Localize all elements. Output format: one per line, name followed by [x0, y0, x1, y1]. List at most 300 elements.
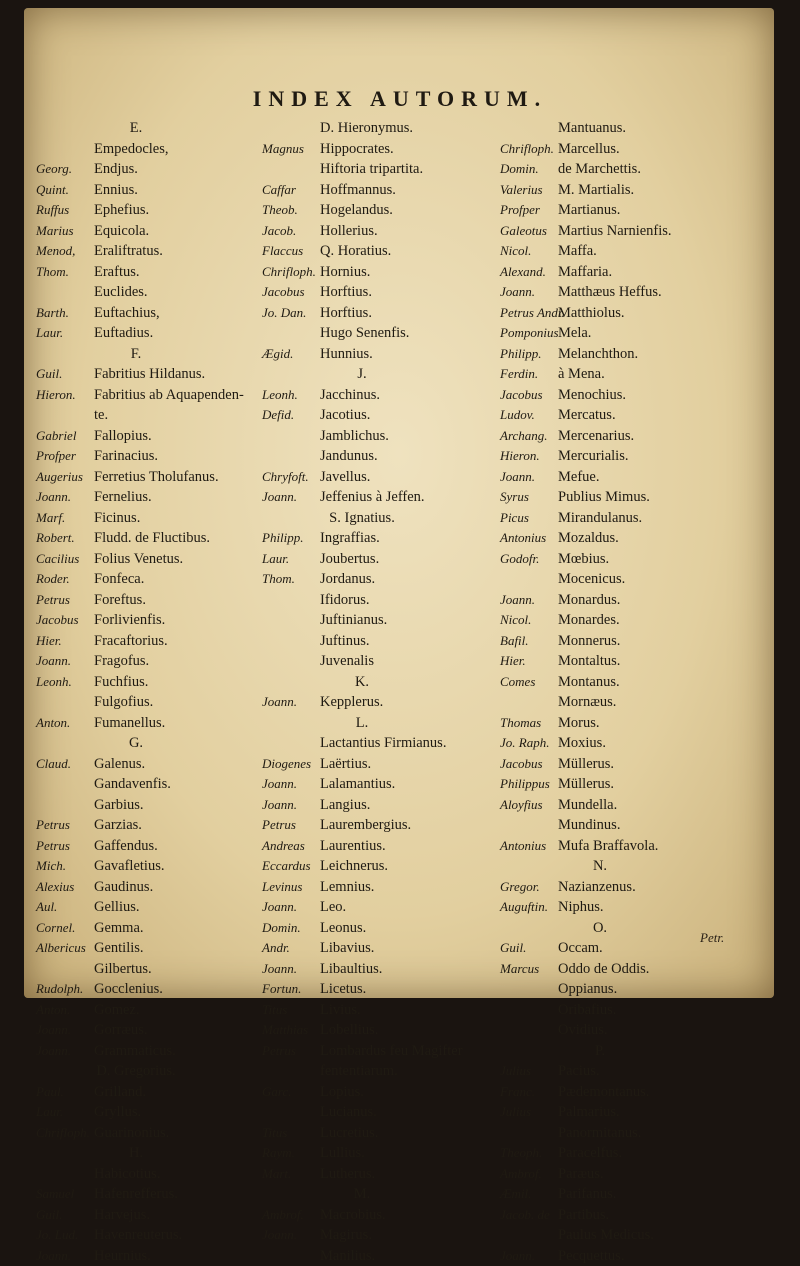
author-name: Equicola. [94, 221, 149, 242]
author-entry [36, 569, 276, 590]
author-entry [262, 631, 502, 652]
author-name: Fabritius ab Aquapenden- [94, 385, 244, 406]
author-entry [36, 528, 276, 549]
author-forename [262, 651, 320, 672]
author-entry [500, 774, 740, 795]
author-forename: Garc. [262, 1082, 320, 1103]
author-forename [262, 1102, 320, 1123]
author-entry [36, 897, 276, 918]
author-forename: Matthias [262, 1020, 320, 1041]
author-entry [262, 1246, 502, 1266]
author-name: Gryllus. [94, 1102, 141, 1123]
author-forename [500, 692, 558, 713]
author-name: Montaltus. [558, 651, 620, 672]
author-entry [36, 487, 276, 508]
author-forename [262, 631, 320, 652]
author-name: Lopius. [320, 1082, 364, 1103]
author-forename [262, 446, 320, 467]
author-forename: Joann. [36, 1020, 94, 1041]
author-entry [500, 631, 740, 652]
author-name: Melanchthon. [558, 344, 638, 365]
author-entry [262, 856, 502, 877]
author-name: Müllerus. [558, 774, 614, 795]
author-entry [36, 918, 276, 939]
author-entry [36, 1205, 276, 1226]
author-name: Juftinus. [320, 631, 370, 652]
author-name: Hogelandus. [320, 200, 393, 221]
author-name: Foreftus. [94, 590, 146, 611]
author-forename: Chryfoft. [262, 467, 320, 488]
author-name: Gaudinus. [94, 877, 153, 898]
author-name: Monardus. [558, 590, 620, 611]
author-entry [36, 446, 276, 467]
author-forename: Profper [500, 200, 558, 221]
author-name: Euclides. [94, 282, 148, 303]
author-entry [36, 303, 276, 324]
author-name: fententiarum. [320, 1061, 398, 1082]
author-name: Juvenalis [320, 651, 374, 672]
author-name: Hoffmannus. [320, 180, 396, 201]
author-forename: Georg. [36, 159, 94, 180]
author-forename: Picus [500, 508, 558, 529]
author-entry [262, 1061, 502, 1082]
author-entry [262, 1143, 502, 1164]
author-forename: Julius [500, 1102, 558, 1123]
author-entry [262, 1164, 502, 1185]
author-entry [500, 672, 740, 693]
author-entry [500, 262, 740, 283]
author-forename: Chrifloph. [36, 1123, 94, 1144]
author-entry [262, 569, 502, 590]
author-forename: Godofr. [500, 549, 558, 570]
author-forename: Antonius [500, 528, 558, 549]
author-name: Occam. [558, 938, 603, 959]
author-forename: Leonh. [262, 385, 320, 406]
author-name: Gocclenius. [94, 979, 163, 1000]
author-name: Ficinus. [94, 508, 140, 529]
author-name: Fragofus. [94, 651, 149, 672]
author-entry [36, 508, 276, 529]
author-name: Gomez. [94, 1000, 140, 1021]
author-name: Lombardus feu Magifter [320, 1041, 463, 1062]
author-entry [262, 241, 502, 262]
author-entry [500, 1082, 740, 1103]
author-name: te. [94, 405, 108, 426]
author-entry [36, 959, 276, 980]
section-letter [500, 1041, 740, 1062]
section-letter-text: M. [262, 1184, 502, 1205]
author-forename: Philipp. [500, 344, 558, 365]
author-entry [36, 610, 276, 631]
author-entry [36, 774, 276, 795]
author-entry [500, 1061, 740, 1082]
author-entry [500, 323, 740, 344]
author-entry [500, 1225, 740, 1246]
author-entry [500, 118, 740, 139]
author-entry [262, 1123, 502, 1144]
author-entry [500, 692, 740, 713]
author-name: Libavius. [320, 938, 374, 959]
author-name: Forlivienfis. [94, 610, 165, 631]
author-name: Grammaticus. [94, 1041, 176, 1062]
author-forename: Cacilius [36, 549, 94, 570]
author-forename: Titus [262, 1123, 320, 1144]
author-entry [262, 733, 502, 754]
author-forename: Aloyfius [500, 795, 558, 816]
author-name: Mirandulanus. [558, 508, 642, 529]
author-entry [500, 1164, 740, 1185]
author-name: Matthæus Heffus. [558, 282, 662, 303]
author-name: Lobellius. [320, 1020, 378, 1041]
author-forename [262, 118, 320, 139]
author-forename [500, 979, 558, 1000]
author-name: Horftius. [320, 303, 372, 324]
author-forename: Andr. [262, 938, 320, 959]
author-name: Mufa Braffavola. [558, 836, 658, 857]
author-name: Mundinus. [558, 815, 620, 836]
author-name: Fernelius. [94, 487, 152, 508]
author-name: Gorræus. [94, 1020, 148, 1041]
author-name: Gellius. [94, 897, 140, 918]
author-forename: Anton. [36, 713, 94, 734]
author-forename: Joann. [36, 487, 94, 508]
author-entry [36, 241, 276, 262]
author-forename: Marius [36, 221, 94, 242]
author-entry [500, 241, 740, 262]
author-entry [262, 1000, 502, 1021]
author-forename: Laur. [262, 549, 320, 570]
author-forename: Ludov. [500, 405, 558, 426]
author-entry [500, 1102, 740, 1123]
section-letter [262, 508, 502, 529]
author-entry [500, 610, 740, 631]
author-entry [36, 590, 276, 611]
author-entry [500, 590, 740, 611]
author-name: Gandavenfis. [94, 774, 171, 795]
author-entry [262, 344, 502, 365]
author-name: Horftius. [320, 282, 372, 303]
author-forename: Petrus [262, 815, 320, 836]
author-name: Juftinianus. [320, 610, 387, 631]
author-name: Galenus. [94, 754, 145, 775]
section-letter [500, 856, 740, 877]
author-forename: Hier. [36, 631, 94, 652]
author-forename: Antonius [500, 836, 558, 857]
author-entry [500, 713, 740, 734]
author-forename: Joann. [262, 774, 320, 795]
author-entry [36, 323, 276, 344]
author-forename: Nicol. [500, 241, 558, 262]
author-name: Fonfeca. [94, 569, 144, 590]
author-forename: Marcus [500, 959, 558, 980]
author-entry [262, 938, 502, 959]
author-entry [262, 282, 502, 303]
author-forename [500, 1020, 558, 1041]
author-name: M. Martialis. [558, 180, 634, 201]
author-name: Habicotius. [94, 1164, 160, 1185]
author-forename: Jacob. de [500, 1205, 558, 1226]
author-name: Lullius. [320, 1143, 365, 1164]
author-forename: Chrifloph. [262, 262, 320, 283]
author-forename [500, 1225, 558, 1246]
author-name: Monnerus. [558, 631, 620, 652]
author-name: Maffa. [558, 241, 597, 262]
author-entry [36, 1123, 276, 1144]
author-name: Euftadius. [94, 323, 153, 344]
author-forename [36, 959, 94, 980]
author-entry [500, 426, 740, 447]
author-entry [500, 446, 740, 467]
author-entry [36, 139, 276, 160]
author-forename: Philipp. [262, 528, 320, 549]
author-forename: Laur. [36, 323, 94, 344]
author-forename: Æmil. [500, 1184, 558, 1205]
section-letter [262, 672, 502, 693]
author-forename: Joann. [262, 487, 320, 508]
author-forename: Mart. [262, 1164, 320, 1185]
author-forename: Alexand. [500, 262, 558, 283]
author-entry [500, 139, 740, 160]
section-letter [36, 1061, 276, 1082]
author-name: Pædemontanus. [558, 1082, 649, 1103]
author-name: Empedocles, [94, 139, 169, 160]
author-entry [36, 754, 276, 775]
section-letter-text: J. [262, 364, 502, 385]
author-forename: Thom. [36, 262, 94, 283]
author-forename: Guil. [500, 938, 558, 959]
author-forename [36, 139, 94, 160]
section-letter-text: S. Ignatius. [262, 508, 502, 529]
author-entry [500, 180, 740, 201]
author-name: Hugo Senenfis. [320, 323, 409, 344]
author-name: à Mena. [558, 364, 605, 385]
author-forename: Samuel [36, 1184, 94, 1205]
author-entry [262, 754, 502, 775]
author-name: Ephefius. [94, 200, 149, 221]
author-name: Garzias. [94, 815, 142, 836]
author-entry [500, 549, 740, 570]
author-entry [500, 651, 740, 672]
author-entry [500, 487, 740, 508]
author-name: Martius Narnienfis. [558, 221, 672, 242]
author-forename: Jacobus [500, 385, 558, 406]
author-forename: Chrifloph. [500, 139, 558, 160]
author-name: Lucretius. [320, 1123, 378, 1144]
author-entry [262, 118, 502, 139]
author-name: Maffaria. [558, 262, 612, 283]
author-forename [262, 323, 320, 344]
author-entry [36, 467, 276, 488]
section-letter-text: H. [36, 1143, 276, 1164]
section-letter [36, 733, 276, 754]
author-name: Pacius. [558, 1061, 599, 1082]
author-name: Mocenicus. [558, 569, 625, 590]
author-name: Licetus. [320, 979, 366, 1000]
author-name: Hippocrates. [320, 139, 394, 160]
section-letter-text: N. [500, 856, 740, 877]
author-name: Gilbertus. [94, 959, 152, 980]
author-forename: Joann. [262, 897, 320, 918]
author-forename: Caffar [262, 180, 320, 201]
catchword: Petr. [700, 930, 724, 946]
author-entry [36, 1020, 276, 1041]
author-name: Mornæus. [558, 692, 616, 713]
author-forename: Theob. [262, 200, 320, 221]
author-entry [500, 1123, 740, 1144]
author-name: Fumanellus. [94, 713, 165, 734]
author-forename: Ambrof. [500, 1164, 558, 1185]
author-name: Niphus. [558, 897, 604, 918]
author-name: Pecquettus. [558, 1246, 624, 1266]
author-name: Moxius. [558, 733, 606, 754]
author-entry [36, 1041, 276, 1062]
author-name: Fallopius. [94, 426, 152, 447]
author-forename: Jacob. [262, 221, 320, 242]
author-forename: Raym. [262, 1143, 320, 1164]
author-name: Hunnius. [320, 344, 373, 365]
author-forename [500, 118, 558, 139]
author-name: Havenreuterus. [94, 1225, 182, 1246]
section-letter-text: L. [262, 713, 502, 734]
author-name: Mœbius. [558, 549, 609, 570]
author-forename [262, 1246, 320, 1266]
author-name: Garbius. [94, 795, 144, 816]
author-name: Jacotius. [320, 405, 370, 426]
author-forename: Fortun. [262, 979, 320, 1000]
author-forename: Joann. [36, 1246, 94, 1266]
author-name: Gentilis. [94, 938, 144, 959]
author-name: Leo. [320, 897, 346, 918]
author-entry [500, 795, 740, 816]
author-entry [262, 918, 502, 939]
author-entry [262, 774, 502, 795]
author-forename [500, 1123, 558, 1144]
author-entry [500, 200, 740, 221]
author-forename: Hieron. [500, 446, 558, 467]
author-entry [262, 549, 502, 570]
author-forename: Laur. [36, 1102, 94, 1123]
author-name: de Marchettis. [558, 159, 641, 180]
author-forename: Petrus [36, 836, 94, 857]
author-name: Kepplerus. [320, 692, 383, 713]
author-forename: Jacobus [500, 754, 558, 775]
author-entry [36, 672, 276, 693]
author-name: Eraftus. [94, 262, 140, 283]
author-name: Gavafletius. [94, 856, 164, 877]
author-entry [36, 1164, 276, 1185]
author-forename: Gabriel [36, 426, 94, 447]
author-name: Gemma. [94, 918, 144, 939]
author-entry [36, 282, 276, 303]
author-name: Jandunus. [320, 446, 378, 467]
author-forename: Profper [36, 446, 94, 467]
author-entry [500, 1246, 740, 1266]
author-entry [36, 815, 276, 836]
author-name: Ovidius. [558, 1020, 608, 1041]
author-entry [36, 221, 276, 242]
author-name: Panormitanus. [558, 1123, 641, 1144]
author-forename [500, 815, 558, 836]
author-entry [36, 262, 276, 283]
author-name: Mantuanus. [558, 118, 626, 139]
author-forename: Alexius [36, 877, 94, 898]
author-forename: Mich. [36, 856, 94, 877]
author-entry [262, 1102, 502, 1123]
author-forename: Robert. [36, 528, 94, 549]
author-entry [262, 303, 502, 324]
author-entry [500, 1020, 740, 1041]
section-letter-text: E. [36, 118, 276, 139]
author-entry [262, 159, 502, 180]
index-column-3 [500, 118, 740, 1266]
author-entry [500, 508, 740, 529]
author-name: Libaultius. [320, 959, 382, 980]
author-forename: Levinus [262, 877, 320, 898]
author-forename: Menod, [36, 241, 94, 262]
author-forename: Thomas [500, 713, 558, 734]
author-name: Guarinonius. [94, 1123, 169, 1144]
author-name: Jacchinus. [320, 385, 380, 406]
author-name: Euftachius, [94, 303, 160, 324]
author-forename: Guil. [36, 1205, 94, 1226]
author-name: Joubertus. [320, 549, 379, 570]
section-letter [36, 118, 276, 139]
author-name: Eraliftratus. [94, 241, 163, 262]
author-name: D. Hieronymus. [320, 118, 413, 139]
author-name: Lucianus. [320, 1102, 377, 1123]
author-entry [500, 836, 740, 857]
author-name: Jamblichus. [320, 426, 389, 447]
author-name: Ferretius Tholufanus. [94, 467, 219, 488]
author-entry [500, 385, 740, 406]
author-entry [262, 180, 502, 201]
author-entry [262, 610, 502, 631]
author-name: Heurnius. [94, 1246, 151, 1266]
author-forename: Domin. [262, 918, 320, 939]
author-forename: Domin. [500, 159, 558, 180]
author-name: Ifidorus. [320, 590, 370, 611]
author-entry [36, 692, 276, 713]
author-forename [262, 426, 320, 447]
author-entry [36, 836, 276, 857]
author-forename: Comes [500, 672, 558, 693]
author-name: Publius Mimus. [558, 487, 650, 508]
author-forename: Jacobus [262, 282, 320, 303]
author-forename [36, 692, 94, 713]
author-forename: Valerius [500, 180, 558, 201]
author-entry [36, 549, 276, 570]
author-name: Macrobius. [320, 1205, 386, 1226]
author-entry [36, 938, 276, 959]
author-name: Q. Horatius. [320, 241, 391, 262]
author-forename: Hier. [500, 651, 558, 672]
author-forename: Joann. [36, 651, 94, 672]
author-forename: Albericus [36, 938, 94, 959]
author-forename: Joann. [262, 795, 320, 816]
author-name: Langius. [320, 795, 370, 816]
section-letter-text: P. [500, 1041, 740, 1062]
author-forename: Guil. [36, 364, 94, 385]
author-forename: Roder. [36, 569, 94, 590]
author-entry [262, 200, 502, 221]
author-forename [36, 405, 94, 426]
author-forename: Petrus Andr. [500, 303, 558, 324]
author-name: Lactantius Firmianus. [320, 733, 446, 754]
author-forename: Joann. [500, 467, 558, 488]
author-name: Lemnius. [320, 877, 374, 898]
section-letter-text: K. [262, 672, 502, 693]
author-name: Manilius. [320, 1246, 375, 1266]
